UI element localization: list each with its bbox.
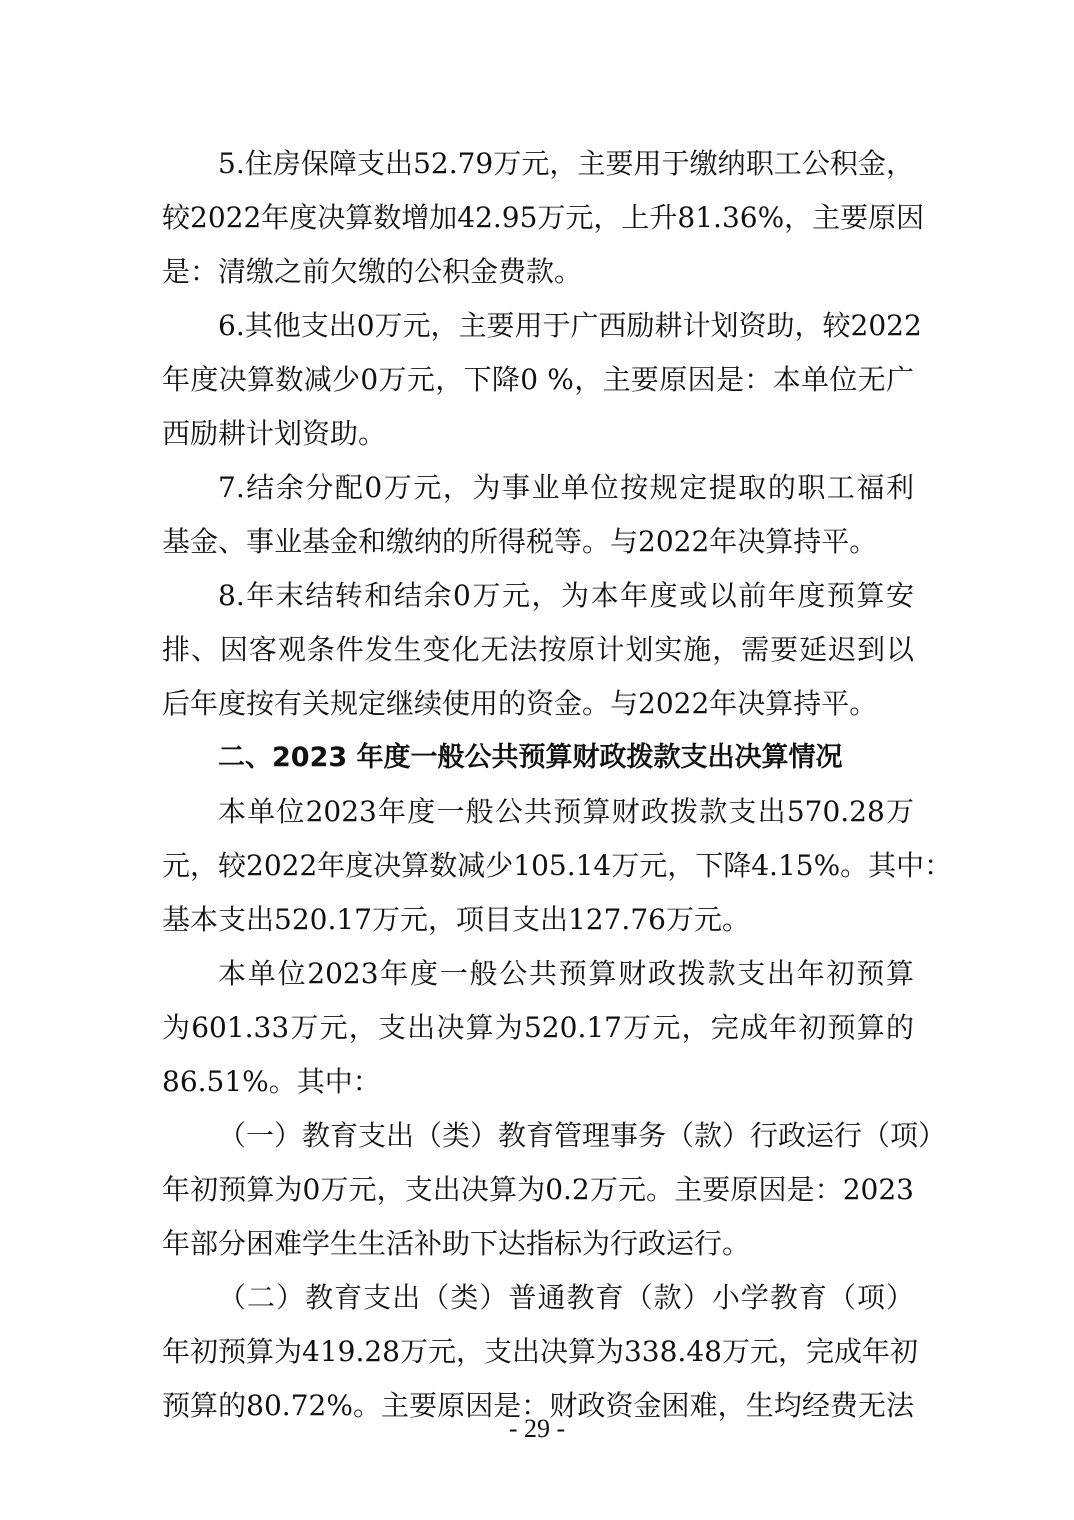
text-line: 是：清缴之前欠缴的公积金费款。 [162,255,583,288]
text-line: 年初预算为419.28万元，支出决算为338.48万元，完成年初 [162,1335,918,1368]
text-line: 为601.33万元，支出决算为520.17万元，完成年初预算的 [162,1011,914,1044]
text-line: 7.结余分配0万元，为事业单位按规定提取的职工福利 [218,471,914,504]
text-line: 5.住房保障支出52.79万元，主要用于缴纳职工公积金， [218,147,914,180]
page-number: - 29 - [508,1414,566,1443]
text-line: （一）教育支出（类）教育管理事务（款）行政运行（项） [218,1119,947,1152]
text-line: 年部分困难学生生活补助下达指标为行政运行。 [162,1227,751,1260]
text-line: 8.年末结转和结余0万元，为本年度或以前年度预算安 [218,579,914,612]
text-line: 元，较2022年度决算数减少105.14万元，下降4.15%。其中： [162,849,953,882]
section-heading: 二、2023 年度一般公共预算财政拨款支出决算情况 [218,742,843,773]
text-line: 排、因客观条件发生变化无法按原计划实施，需要延迟到以 [162,633,914,666]
text-line: 基本支出520.17万元，项目支出127.76万元。 [162,903,750,936]
text-line: 西励耕计划资助。 [162,417,387,450]
text-line: 本单位2023年度一般公共预算财政拨款支出570.28万 [218,795,914,828]
text-line: （二）教育支出（类）普通教育（款）小学教育（项） [218,1281,914,1314]
text-line: 基金、事业基金和缴纳的所得税等。与2022年决算持平。 [162,525,878,558]
text-line: 本单位2023年度一般公共预算财政拨款支出年初预算 [218,957,914,990]
text-line: 预算的80.72%。主要原因是：财政资金困难，生均经费无法 [162,1389,914,1422]
text-line: 较2022年度决算数增加42.95万元，上升81.36%，主要原因 [162,201,925,234]
text-line: 6.其他支出0万元，主要用于广西励耕计划资助，较2022 [218,309,922,342]
text-line: 后年度按有关规定继续使用的资金。与2022年决算持平。 [162,687,878,720]
text-line: 年初预算为0万元，支出决算为0.2万元。主要原因是：2023 [162,1173,914,1206]
text-line: 年度决算数减少0万元，下降0 %，主要原因是：本单位无广 [162,363,914,396]
text-line: 86.51%。其中： [162,1065,381,1098]
